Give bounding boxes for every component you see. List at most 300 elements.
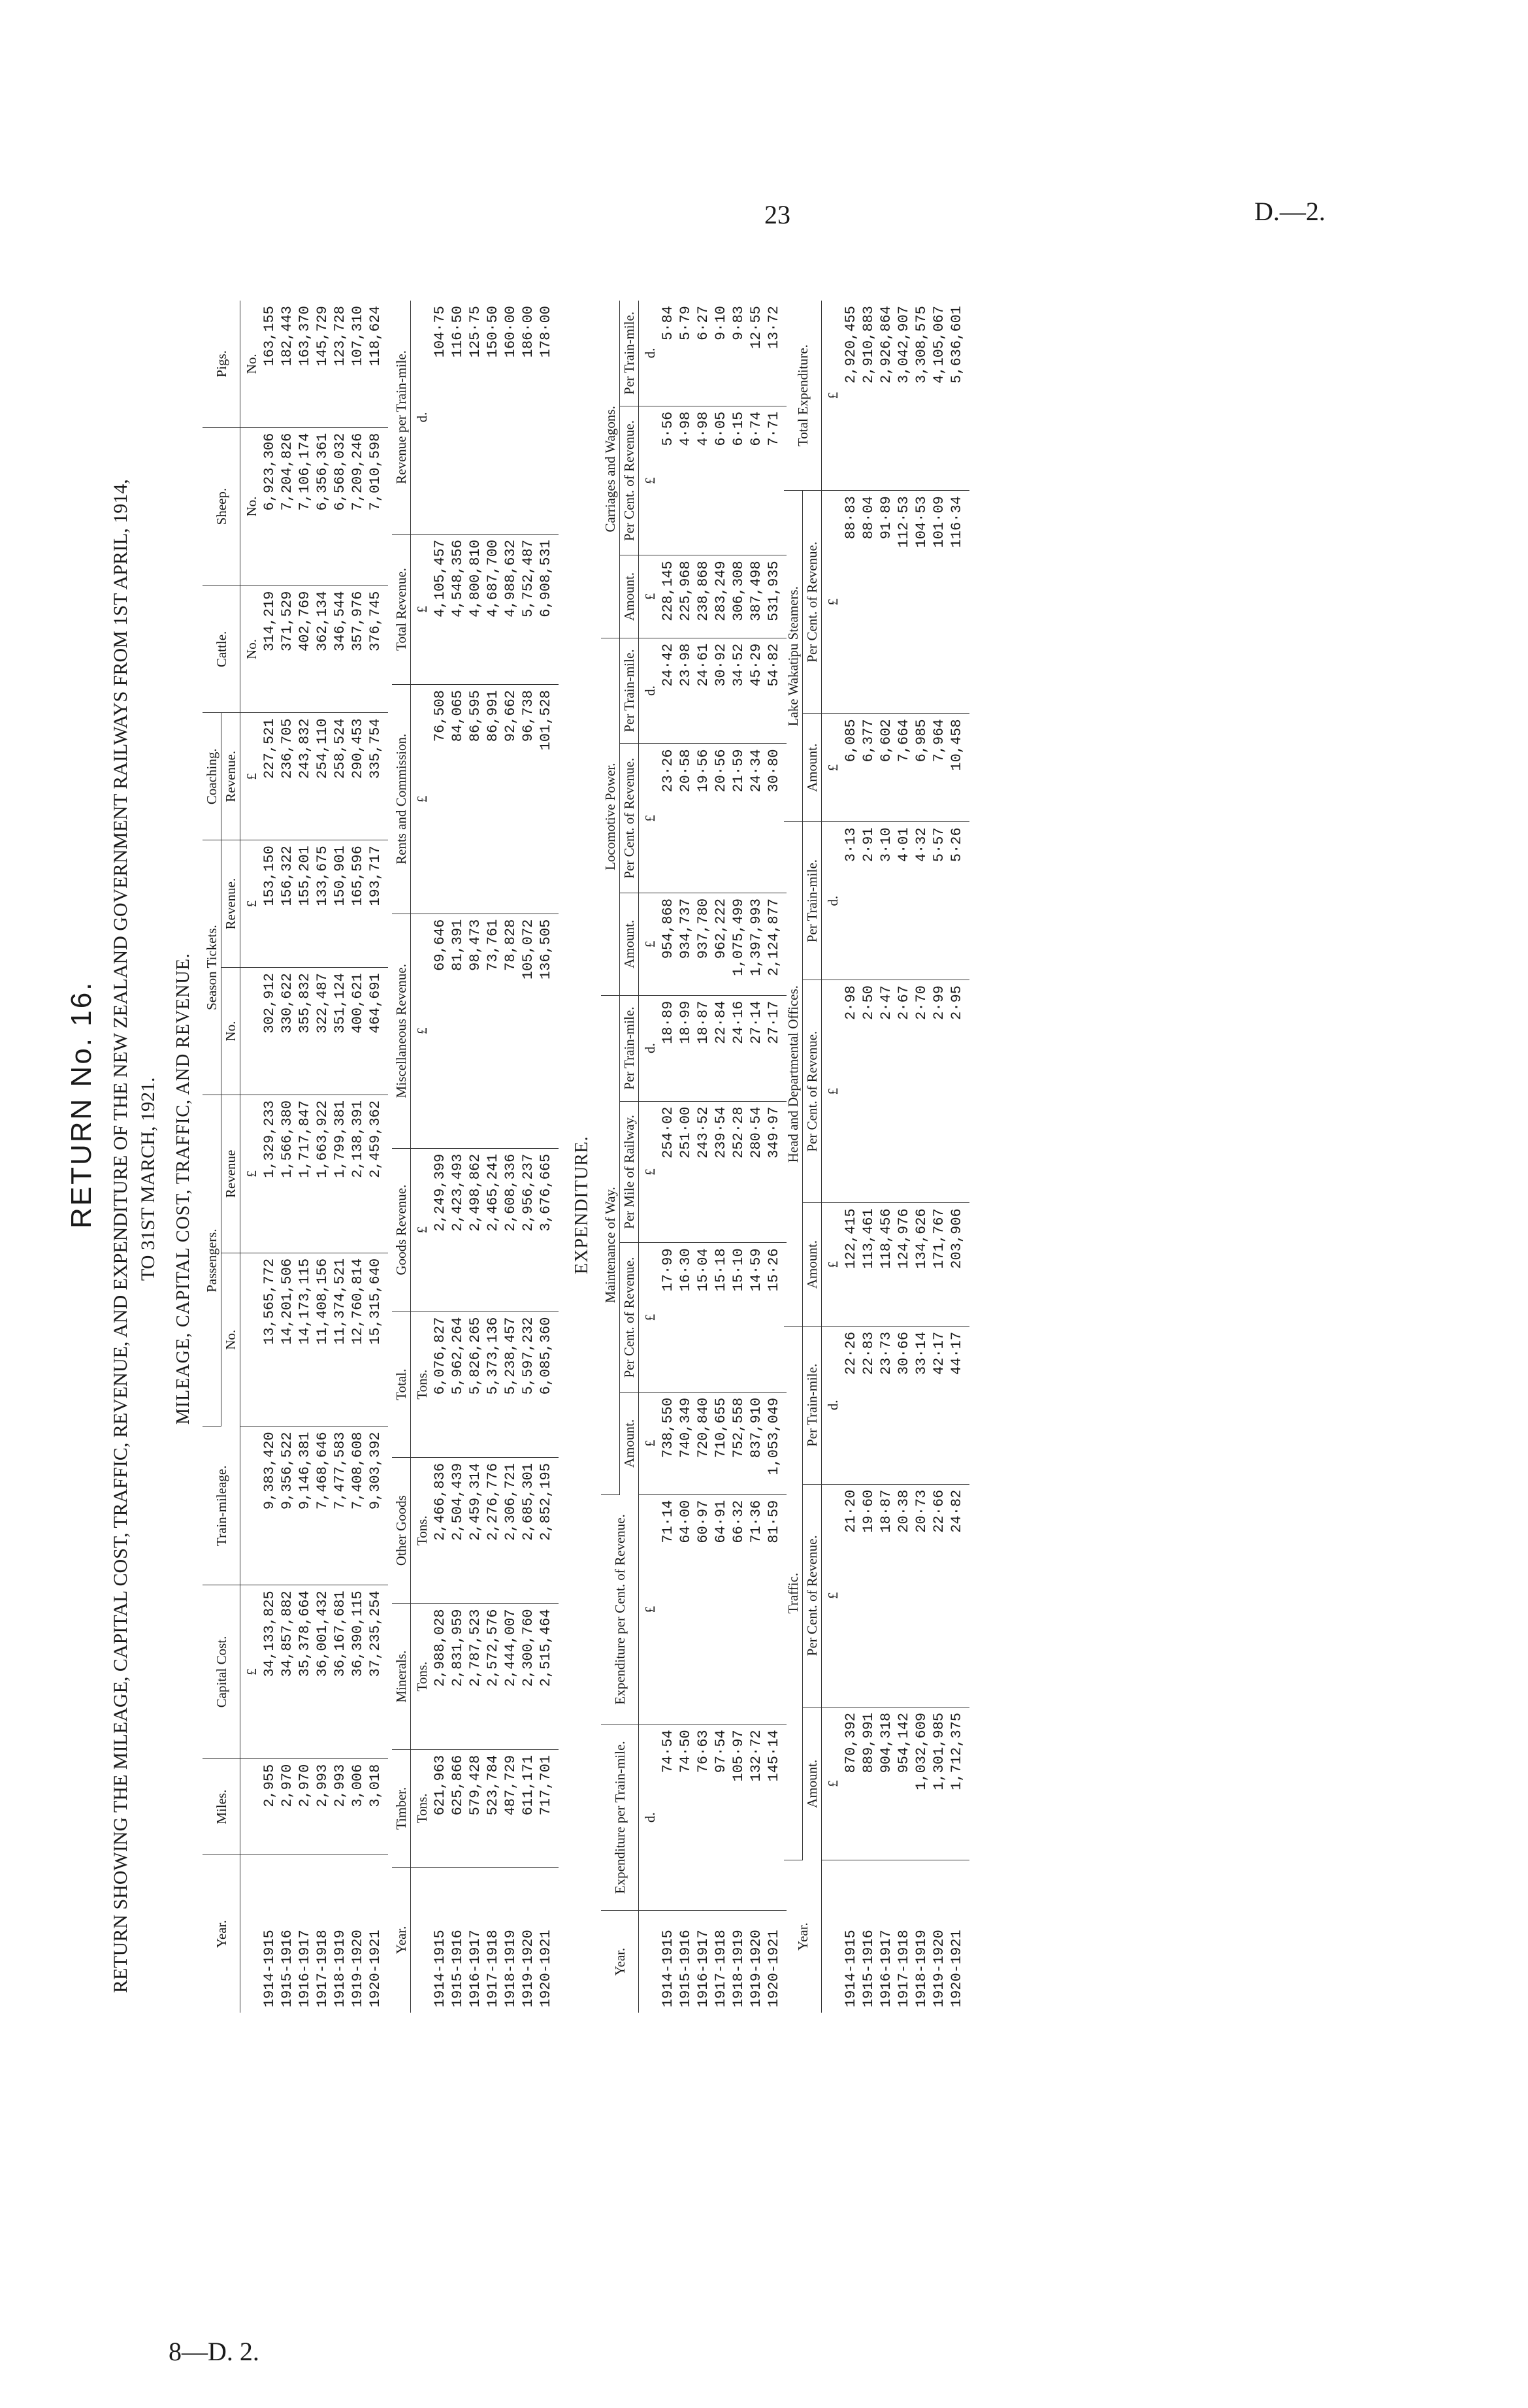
cell-total: 5,826,265 — [466, 1311, 484, 1457]
cell-la: 954,868 — [659, 893, 677, 995]
cell-train: 7,408,608 — [349, 1427, 366, 1585]
cell-goods: 2,465,241 — [484, 1148, 502, 1311]
cell-ma: 740,349 — [677, 1392, 694, 1494]
cell-misc: 81,391 — [449, 914, 466, 1148]
cell-mt: 18·99 — [677, 995, 694, 1101]
cell-te: 2,920,455 — [842, 301, 860, 491]
cell-tp: 24·82 — [948, 1484, 969, 1707]
col-expenditure-per-train-mile: Expenditure per Train-mile. — [601, 1724, 639, 1911]
cell-sno: 322,487 — [314, 968, 331, 1095]
cell-minerals: 2,988,028 — [431, 1604, 449, 1749]
cell-cp: 5·56 — [659, 406, 677, 555]
cell-prev: 2,459,362 — [366, 1095, 388, 1253]
year-cell: 1919-1920 — [931, 1930, 948, 2007]
expenditure-table-2 — [784, 301, 969, 2013]
unit: d. — [639, 1724, 660, 1911]
cell-mt: 27·14 — [747, 995, 765, 1101]
cell-cp: 4·98 — [677, 406, 694, 555]
cell-ma: 837,910 — [747, 1392, 765, 1494]
unit: £ — [240, 713, 261, 840]
cell-lt: 34·52 — [730, 638, 747, 744]
cell-cp: 6·15 — [730, 406, 747, 555]
cell-etm: 105·97 — [730, 1724, 747, 1911]
unit: No. — [240, 301, 261, 427]
cell-sno: 464,691 — [366, 968, 388, 1095]
cell-la: 934,737 — [677, 893, 694, 995]
col-loco-amount: Amount. — [620, 893, 639, 995]
table-row — [484, 301, 502, 2013]
cell-crev: 227,521 — [261, 713, 278, 840]
year-cell: 1917-1918 — [896, 1930, 913, 2007]
mileage-traffic-table — [203, 301, 388, 2013]
cell-lt: 54·82 — [765, 638, 787, 744]
col-mow-pc: Per Cent. of Revenue. — [620, 1243, 639, 1392]
cell-rents: 86,991 — [484, 685, 502, 914]
cell-epc: 60·97 — [694, 1494, 712, 1724]
table-row — [860, 301, 877, 2013]
cell-ma: 710,655 — [712, 1392, 730, 1494]
table-row — [349, 301, 366, 2013]
cell-ht: 5·57 — [930, 822, 948, 980]
year-cell: 1914-1915 — [660, 1930, 677, 2007]
cell-mp: 15·04 — [694, 1243, 712, 1392]
unit: £ — [639, 744, 660, 893]
col-misc-revenue: Miscellaneous Revenue. — [392, 914, 411, 1148]
cell-la: 1,075,499 — [730, 893, 747, 995]
cell-rtm: 160·00 — [502, 301, 519, 534]
unit: No. — [240, 427, 261, 586]
cell-minerals: 2,831,959 — [449, 1604, 466, 1749]
cell-mm: 251·00 — [677, 1101, 694, 1243]
cell-capital: 35,378,664 — [296, 1585, 314, 1758]
cell-epc: 71·36 — [747, 1494, 765, 1724]
col-year: Year. — [601, 1911, 639, 2013]
cell-capital: 34,857,882 — [278, 1585, 296, 1758]
cell-tp: 20·73 — [913, 1484, 930, 1707]
cell-lp: 88·04 — [860, 491, 877, 714]
cell-pigs: 145,729 — [314, 301, 331, 427]
cell-la: 1,397,993 — [747, 893, 765, 995]
col-group-maintenance-of-way: Maintenance of Way. — [601, 995, 620, 1494]
cell-ta: 904,318 — [877, 1707, 895, 1860]
cell-la: 6,377 — [860, 714, 877, 822]
cell-crev: 290,453 — [349, 713, 366, 840]
cell-srev: 156,322 — [278, 840, 296, 968]
col-traffic-amount: Amount. — [803, 1707, 822, 1860]
cell-tt: 22·26 — [842, 1326, 860, 1484]
cell-sno: 351,124 — [331, 968, 349, 1095]
cell-other: 2,852,195 — [537, 1457, 559, 1603]
table-row — [730, 301, 747, 2013]
cell-capital: 34,133,825 — [261, 1585, 278, 1758]
cell-ha: 113,461 — [860, 1203, 877, 1327]
table-row — [261, 301, 278, 2013]
footer-reference: 8—D. 2. — [169, 2337, 259, 2366]
year-cell: 1919-1920 — [520, 1930, 537, 2007]
cell-pigs: 118,624 — [366, 301, 388, 427]
cell-ta: 889,991 — [860, 1707, 877, 1860]
col-passengers-revenue: Revenue — [221, 1095, 240, 1253]
cell-sno: 302,912 — [261, 968, 278, 1095]
cell-te: 2,926,864 — [877, 301, 895, 491]
col-head-pc: Per Cent. of Revenue. — [803, 980, 822, 1203]
cell-cattle: 371,529 — [278, 586, 296, 713]
cell-rtm: 178·00 — [537, 301, 559, 534]
cell-rents: 84,065 — [449, 685, 466, 914]
cell-tp: 22·66 — [930, 1484, 948, 1707]
cell-total: 5,962,264 — [449, 1311, 466, 1457]
cell-la: 6,985 — [913, 714, 930, 822]
cell-la: 10,458 — [948, 714, 969, 822]
cell-hp: 2·50 — [860, 980, 877, 1203]
cell-mp: 15·26 — [765, 1243, 787, 1392]
cell-lt: 24·61 — [694, 638, 712, 744]
cell-mm: 254·02 — [659, 1101, 677, 1243]
table-row — [502, 301, 519, 2013]
cell-ha: 124,976 — [895, 1203, 913, 1327]
cell-tt: 42·17 — [930, 1326, 948, 1484]
cell-train: 7,468,646 — [314, 1427, 331, 1585]
cell-rtm: 116·50 — [449, 301, 466, 534]
cell-rtm: 104·75 — [431, 301, 449, 534]
document-reference: D.—2. — [1254, 197, 1325, 226]
year-cell: 1914-1915 — [261, 1930, 278, 2007]
unit: Tons. — [411, 1311, 432, 1457]
cell-ta: 1,032,609 — [913, 1707, 930, 1860]
table-row — [677, 301, 694, 2013]
col-season-revenue: Revenue. — [221, 840, 240, 968]
cell-total: 6,076,827 — [431, 1311, 449, 1457]
cell-total: 5,373,136 — [484, 1311, 502, 1457]
col-sheep: Sheep. — [203, 427, 240, 586]
cell-ta: 870,392 — [842, 1707, 860, 1860]
cell-pigs: 107,310 — [349, 301, 366, 427]
cell-hp: 2·98 — [842, 980, 860, 1203]
cell-ha: 134,626 — [913, 1203, 930, 1327]
cell-ht: 5·26 — [948, 822, 969, 980]
unit: £ — [639, 1243, 660, 1392]
unit: Tons. — [411, 1457, 432, 1603]
year-cell: 1920-1921 — [766, 1930, 783, 2007]
unit: d. — [822, 1326, 843, 1484]
col-total-expenditure: Total Expenditure. — [784, 301, 822, 491]
cell-pno: 14,201,506 — [278, 1253, 296, 1426]
cell-timber: 621,963 — [431, 1749, 449, 1867]
cell-ca: 387,498 — [747, 555, 765, 638]
unit: d. — [639, 301, 660, 406]
year-cell: 1918-1919 — [332, 1930, 349, 2007]
year-cell: 1918-1919 — [913, 1930, 930, 2007]
cell-ma: 720,840 — [694, 1392, 712, 1494]
cell-epc: 71·14 — [659, 1494, 677, 1724]
cell-miles: 3,006 — [349, 1758, 366, 1855]
cell-ha: 203,906 — [948, 1203, 969, 1327]
col-goods-revenue: Goods Revenue. — [392, 1148, 411, 1311]
cell-srev: 150,901 — [331, 840, 349, 968]
table-row — [913, 301, 930, 2013]
cell-total: 5,597,232 — [519, 1311, 537, 1457]
unit: £ — [639, 1101, 660, 1243]
col-timber: Timber. — [392, 1749, 411, 1867]
section-mileage-heading: MILEAGE, CAPITAL COST, TRAFFIC, AND REVENUE. — [173, 953, 193, 1425]
cell-minerals: 2,444,007 — [502, 1604, 519, 1749]
cell-rents: 101,528 — [537, 685, 559, 914]
table-row — [366, 301, 388, 2013]
year-cell: 1916-1917 — [878, 1930, 895, 2007]
cell-etm: 74·54 — [659, 1724, 677, 1911]
unit: £ — [822, 714, 843, 822]
cell-ha: 122,415 — [842, 1203, 860, 1327]
cell-capital: 37,235,254 — [366, 1585, 388, 1758]
cell-misc: 69,646 — [431, 914, 449, 1148]
cell-hp: 2·70 — [913, 980, 930, 1203]
cell-tp: 19·60 — [860, 1484, 877, 1707]
year-cell: 1919-1920 — [349, 1930, 366, 2007]
cell-prev: 1,566,380 — [278, 1095, 296, 1253]
col-loco-pc: Per Cent. of Revenue. — [620, 744, 639, 893]
unit: £ — [639, 893, 660, 995]
cell-sno: 400,621 — [349, 968, 366, 1095]
unit: £ — [411, 534, 432, 684]
cell-timber: 625,866 — [449, 1749, 466, 1867]
year-cell: 1914-1915 — [432, 1930, 449, 2007]
cell-rtm: 150·50 — [484, 301, 502, 534]
cell-train: 9,303,392 — [366, 1427, 388, 1585]
year-cell: 1916-1917 — [695, 1930, 712, 2007]
col-mow-per-mile: Per Mile of Railway. — [620, 1101, 639, 1243]
unit: d. — [639, 995, 660, 1101]
cell-srev: 155,201 — [296, 840, 314, 968]
cell-epc: 81·59 — [765, 1494, 787, 1724]
cell-pno: 15,315,640 — [366, 1253, 388, 1426]
col-capital-cost: Capital Cost. — [203, 1585, 240, 1758]
col-miles: Miles. — [203, 1758, 240, 1855]
table-row — [747, 301, 765, 2013]
cell-other: 2,466,836 — [431, 1457, 449, 1603]
cell-hp: 2·47 — [877, 980, 895, 1203]
cell-capital: 36,001,432 — [314, 1585, 331, 1758]
cell-srev: 153,150 — [261, 840, 278, 968]
col-head-amount: Amount. — [803, 1203, 822, 1327]
year-cell: 1920-1921 — [949, 1930, 966, 2007]
year-cell: 1917-1918 — [485, 1930, 502, 2007]
cell-timber: 523,784 — [484, 1749, 502, 1867]
cell-cattle: 402,769 — [296, 586, 314, 713]
cell-epc: 66·32 — [730, 1494, 747, 1724]
col-other-goods: Other Goods — [392, 1457, 411, 1603]
cell-ha: 171,767 — [930, 1203, 948, 1327]
cell-prev: 1,329,233 — [261, 1095, 278, 1253]
cell-sheep: 7,106,174 — [296, 427, 314, 586]
cell-minerals: 2,572,576 — [484, 1604, 502, 1749]
cell-te: 3,042,907 — [895, 301, 913, 491]
cell-totrev: 4,988,632 — [502, 534, 519, 684]
col-mow-per-tm: Per Train-mile. — [620, 995, 639, 1101]
cell-lp: 20·56 — [712, 744, 730, 893]
cell-sno: 330,622 — [278, 968, 296, 1095]
cell-pigs: 123,728 — [331, 301, 349, 427]
cell-ct: 6·27 — [694, 301, 712, 406]
cell-misc: 98,473 — [466, 914, 484, 1148]
unit: £ — [639, 555, 660, 638]
col-coaching-revenue: Revenue. — [221, 713, 240, 840]
cell-cp: 6·05 — [712, 406, 730, 555]
cell-rents: 76,508 — [431, 685, 449, 914]
cell-cp: 7·71 — [765, 406, 787, 555]
unit: Tons. — [411, 1749, 432, 1867]
cell-mp: 17·99 — [659, 1243, 677, 1392]
cell-sheep: 7,204,826 — [278, 427, 296, 586]
cell-mt: 24·16 — [730, 995, 747, 1101]
cell-timber: 487,729 — [502, 1749, 519, 1867]
section-expenditure-heading: EXPENDITURE. — [572, 1136, 592, 1274]
table-row — [842, 301, 860, 2013]
unit: £ — [639, 1494, 660, 1724]
cell-goods: 2,956,237 — [519, 1148, 537, 1311]
cell-lp: 20·58 — [677, 744, 694, 893]
year-cell: 1916-1917 — [297, 1930, 314, 2007]
cell-cp: 4·98 — [694, 406, 712, 555]
cell-other: 2,459,314 — [466, 1457, 484, 1603]
unit: £ — [240, 1585, 261, 1758]
cell-train: 9,146,381 — [296, 1427, 314, 1585]
table-row — [331, 301, 349, 2013]
cell-train: 9,383,420 — [261, 1427, 278, 1585]
cell-la: 7,964 — [930, 714, 948, 822]
cell-ct: 9·10 — [712, 301, 730, 406]
table-row — [431, 301, 449, 2013]
cell-mt: 18·87 — [694, 995, 712, 1101]
col-loco-per-tm: Per Train-mile. — [620, 638, 639, 744]
cell-mp: 14·59 — [747, 1243, 765, 1392]
cell-misc: 78,828 — [502, 914, 519, 1148]
cell-hp: 2·99 — [930, 980, 948, 1203]
col-revenue-per-train-mile: Revenue per Train-mile. — [392, 301, 411, 534]
table-row — [930, 301, 948, 2013]
cell-hp: 2·67 — [895, 980, 913, 1203]
cell-ht: 4·01 — [895, 822, 913, 980]
year-cell: 1919-1920 — [748, 1930, 765, 2007]
unit: £ — [822, 1484, 843, 1707]
cell-other: 2,504,439 — [449, 1457, 466, 1603]
cell-ht: 4·32 — [913, 822, 930, 980]
cell-rents: 86,595 — [466, 685, 484, 914]
year-cell: 1915-1916 — [677, 1930, 694, 2007]
cell-te: 2,910,883 — [860, 301, 877, 491]
col-minerals: Minerals. — [392, 1604, 411, 1749]
cell-crev: 335,754 — [366, 713, 388, 840]
cell-total: 6,085,360 — [537, 1311, 559, 1457]
cell-ct: 13·72 — [765, 301, 787, 406]
cell-mp: 15·18 — [712, 1243, 730, 1392]
cell-cattle: 362,134 — [314, 586, 331, 713]
cell-pno: 11,374,521 — [331, 1253, 349, 1426]
table-row — [449, 301, 466, 2013]
cell-etm: 74·50 — [677, 1724, 694, 1911]
cell-lp: 23·26 — [659, 744, 677, 893]
cell-rents: 96,738 — [519, 685, 537, 914]
unit: £ — [822, 1203, 843, 1327]
cell-tp: 18·87 — [877, 1484, 895, 1707]
cell-ma: 752,558 — [730, 1392, 747, 1494]
cell-ta: 1,301,985 — [930, 1707, 948, 1860]
cell-minerals: 2,515,464 — [537, 1604, 559, 1749]
year-cell: 1918-1919 — [730, 1930, 747, 2007]
cell-goods: 2,498,862 — [466, 1148, 484, 1311]
cell-tt: 44·17 — [948, 1326, 969, 1484]
cell-etm: 97·54 — [712, 1724, 730, 1911]
expenditure-table-1 — [601, 301, 787, 2013]
cell-other: 2,306,721 — [502, 1457, 519, 1603]
cell-miles: 2,970 — [296, 1758, 314, 1855]
cell-pigs: 163,155 — [261, 301, 278, 427]
cell-mm: 252·28 — [730, 1101, 747, 1243]
cell-capital: 36,390,115 — [349, 1585, 366, 1758]
year-cell: 1915-1916 — [449, 1930, 466, 2007]
cell-minerals: 2,300,760 — [519, 1604, 537, 1749]
cell-srev: 133,675 — [314, 840, 331, 968]
cell-sno: 355,832 — [296, 968, 314, 1095]
col-expenditure-per-cent: Expenditure per Cent. of Revenue. — [601, 1494, 639, 1724]
cell-pigs: 163,370 — [296, 301, 314, 427]
cell-ta: 954,142 — [895, 1707, 913, 1860]
unit: Tons. — [411, 1604, 432, 1749]
col-rents-commission: Rents and Commission. — [392, 685, 411, 914]
col-group-carriages-wagons: Carriages and Wagons. — [601, 301, 620, 638]
unit: £ — [411, 914, 432, 1148]
cell-totrev: 4,105,457 — [431, 534, 449, 684]
col-carr-amount: Amount. — [620, 555, 639, 638]
cell-mt: 18·89 — [659, 995, 677, 1101]
cell-miles: 2,970 — [278, 1758, 296, 1855]
unit: £ — [822, 1707, 843, 1860]
unit: £ — [639, 406, 660, 555]
col-passengers-no: No. — [221, 1253, 240, 1426]
goods-revenue-table — [392, 301, 559, 2013]
cell-ca: 238,868 — [694, 555, 712, 638]
col-traffic-pc: Per Cent. of Revenue. — [803, 1484, 822, 1707]
cell-other: 2,685,301 — [519, 1457, 537, 1603]
cell-tt: 22·83 — [860, 1326, 877, 1484]
unit: £ — [822, 980, 843, 1203]
year-cell: 1917-1918 — [713, 1930, 730, 2007]
cell-ma: 738,550 — [659, 1392, 677, 1494]
col-group-lake-wakatipu: Lake Wakatipu Steamers. — [784, 491, 803, 822]
cell-lp: 116·34 — [948, 491, 969, 714]
cell-total: 5,238,457 — [502, 1311, 519, 1457]
cell-pno: 14,173,115 — [296, 1253, 314, 1426]
cell-prev: 2,138,391 — [349, 1095, 366, 1253]
col-traffic-per-tm: Per Train-mile. — [803, 1326, 822, 1484]
cell-train: 9,356,522 — [278, 1427, 296, 1585]
unit: d. — [411, 301, 432, 534]
cell-ca: 306,308 — [730, 555, 747, 638]
year-cell: 1918-1919 — [502, 1930, 519, 2007]
cell-tt: 23·73 — [877, 1326, 895, 1484]
cell-te: 3,308,575 — [913, 301, 930, 491]
table-row — [948, 301, 969, 2013]
cell-lp: 21·59 — [730, 744, 747, 893]
col-year: Year. — [203, 1855, 240, 2013]
cell-ht: 2·91 — [860, 822, 877, 980]
cell-sheep: 7,209,246 — [349, 427, 366, 586]
cell-etm: 76·63 — [694, 1724, 712, 1911]
cell-lp: 112·53 — [895, 491, 913, 714]
cell-sheep: 6,356,361 — [314, 427, 331, 586]
year-cell: 1920-1921 — [367, 1930, 384, 2007]
cell-pno: 11,408,156 — [314, 1253, 331, 1426]
col-year: Year. — [784, 1860, 822, 2013]
